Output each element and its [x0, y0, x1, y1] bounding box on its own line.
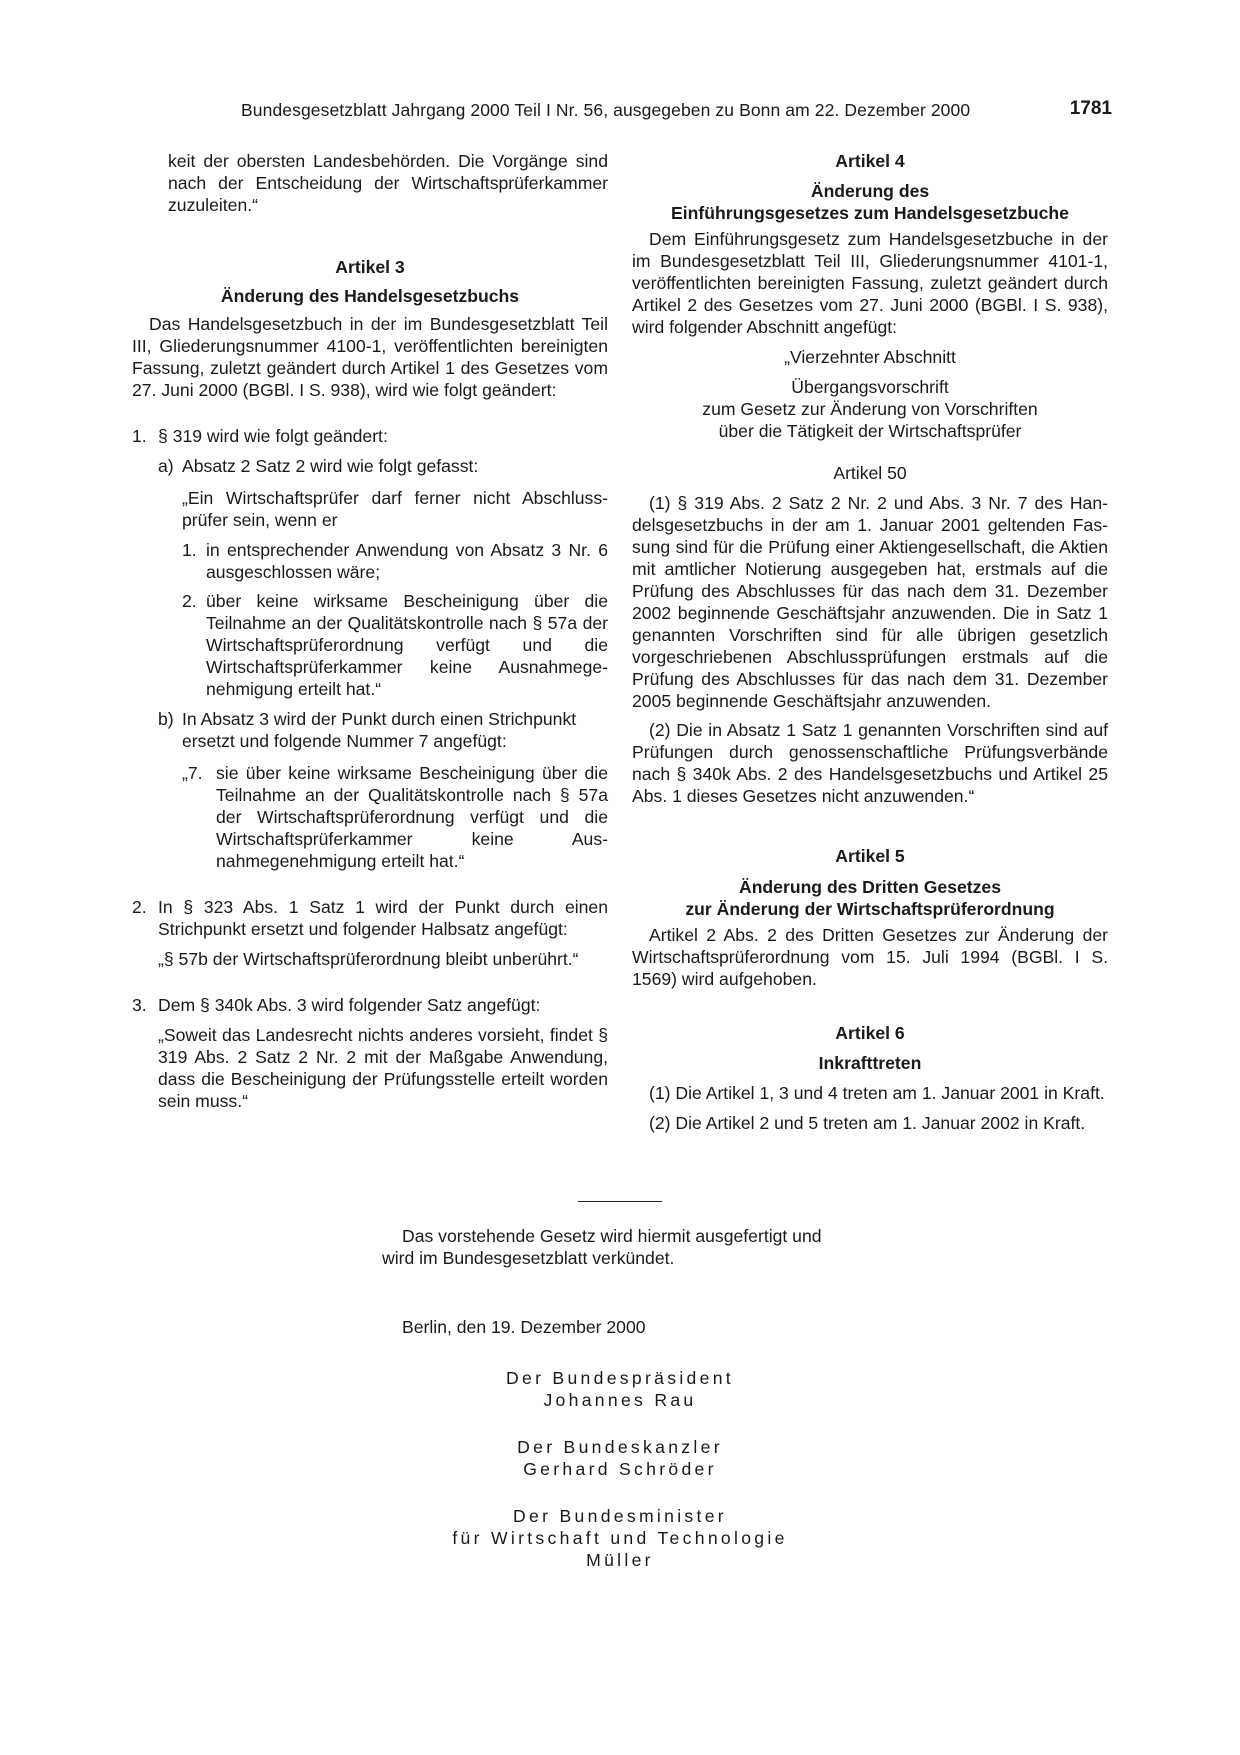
list-number: 2.: [132, 897, 147, 917]
quoted-item-1: [182, 539, 608, 583]
list-item-2: [132, 896, 608, 940]
quote-intro: „Ein Wirtschaftsprüfer darf ferner nicht Abschlussprüfer sein, wenn er: [182, 488, 608, 530]
page-number: 1781: [1069, 98, 1112, 119]
artikel-5-subheading-2: zur Änderung der Wirtschaftsprüferordnung: [685, 899, 1055, 919]
artikel-4-subheading-2: Einführungsgesetzes zum Handelsgesetzbuche: [671, 203, 1069, 223]
list-item-3: [132, 994, 608, 1016]
sub-item-text: Absatz 2 Satz 2 wird wie folgt gefasst:: [182, 456, 479, 476]
artikel-50-heading: Artikel 50: [833, 463, 907, 483]
artikel-6-paragraph-2: (2) Die Artikel 2 und 5 treten am 1. Januar 2002 in Kraft.: [649, 1113, 1086, 1133]
artikel-6-subheading: Inkrafttreten: [818, 1053, 922, 1073]
artikel-4-subheading-1: Änderung des: [810, 181, 930, 201]
list-item-text: Dem § 340k Abs. 3 wird folgender Satz angefügt:: [158, 995, 541, 1015]
signatory-name: Johannes Rau: [543, 1390, 697, 1410]
signatory-role: Der Bundeskanzler: [517, 1437, 723, 1457]
artikel-6-heading: Artikel 6: [835, 1023, 905, 1043]
continuation-text: keit der obersten Landesbehörden. Die Vorgänge sind nach der Entscheidung der Wirtschaftsprüferkammer zuzuleiten.“: [168, 151, 608, 215]
artikel-5-text: Artikel 2 Abs. 2 des Dritten Gesetzes zur Änderung der Wirtschaftsprüferordnung vom 15. Juli 1994 (BGBl. I S. 1569) wird aufgehoben.: [632, 925, 1108, 989]
quoted-text: sie über keine wirksame Bescheinigung über die Teilnahme an der Qualitätskontrolle nach § 57a der Wirtschaftsprüferordnung verfügt und die Wirtschaftsprüferkammer keine Ausnahmegenehmigung erteilt hat.“: [216, 763, 608, 871]
artikel-3-heading: Artikel 3: [335, 257, 405, 277]
promulgation-line-1: Das vorstehende Gesetz wird hiermit ausgefertigt und: [402, 1226, 822, 1246]
signatory-name: Gerhard Schröder: [523, 1459, 717, 1479]
place-and-date: Berlin, den 19. Dezember 2000: [402, 1317, 646, 1337]
list-number: 3.: [132, 995, 147, 1015]
artikel-6-paragraph-1: (1) Die Artikel 1, 3 und 4 treten am 1. Januar 2001 in Kraft.: [649, 1083, 1105, 1103]
signature-block-3: [320, 1505, 920, 1571]
right-column: [632, 150, 1108, 1134]
quoted-number: 1.: [182, 540, 197, 560]
list-item-3-quote: „Soweit das Landesrecht nichts anderes vorsieht, findet § 319 Abs. 2 Satz 2 Nr. 2 mit der Maßgabe Anwendung, dass die Bescheinigung der Prüfungsstelle erteilt worden sein muss.“: [158, 1025, 608, 1111]
sub-item-letter: b): [158, 709, 174, 729]
artikel-3-subheading: Änderung des Handelsgesetzbuchs: [220, 286, 520, 306]
list-item-text: In § 323 Abs. 1 Satz 1 wird der Punkt durch einen Strichpunkt ersetzt und folgender Halbsatz angefügt:: [158, 897, 608, 939]
left-column: [132, 150, 608, 1112]
section-heading: „Vierzehnter Abschnitt: [784, 347, 956, 367]
list-item-text: § 319 wird wie folgt geändert:: [158, 426, 388, 446]
artikel-3-intro: Das Handelsgesetzbuch in der im Bundesgesetzblatt Teil III, Gliederungsnummer 4100-1, veröffentlichten bereinigten Fassung, zuletzt geändert durch Artikel 1 des Gesetzes vom 27. Juni 2000 (BGBl. I S. 938), wird wie folgt geändert:: [132, 314, 608, 400]
artikel-5-subheading-1: Änderung des Dritten Gesetzes: [738, 877, 1001, 897]
signature-block-1: [320, 1367, 920, 1411]
artikel-50-paragraph-1: (1) § 319 Abs. 2 Satz 2 Nr. 2 und Abs. 3 Nr. 7 des Handelsgesetzbuchs in der am 1. Januar 2001 geltenden Fassung sind für die Prüfung einer Aktiengesellschaft, die Aktien mit amtlicher Notierung ausgegeben hat, erstmals auf die Prüfung des Abschlusses für das nach dem 31. Dezember 2002 beginnende Geschäftsjahr anzuwenden. Die in Satz 1 genannten Vorschriften sind für alle übrigen gesetzlich vorgeschriebenen Abschlussprüfungen erstmals auf die Prüfung des Abschlusses für das nach dem 31. Dezember 2005 beginnende Geschäftsjahr anzuwenden.: [632, 493, 1108, 711]
running-header: Bundesgesetzblatt Jahrgang 2000 Teil I Nr. 56, ausgegeben zu Bonn am 22. Dezember 2000: [241, 100, 971, 120]
quoted-item-7: [182, 762, 608, 872]
artikel-4-heading: Artikel 4: [835, 151, 905, 171]
artikel-5-heading: Artikel 5: [835, 846, 905, 866]
artikel-4-intro: Dem Einführungsgesetz zum Handelsgesetzbuche in der im Bundesgesetzblatt Teil III, Gliederungsnummer 4101-1, veröffentlichten bereinigten Fassung, zuletzt geändert durch Artikel 2 des Gesetzes vom 27. Juni 2000 (BGBl. I S. 938), wird folgender Abschnitt angefügt:: [632, 229, 1108, 337]
list-item-1: [132, 425, 608, 447]
list-number: 1.: [132, 426, 147, 446]
signature-block-2: [320, 1436, 920, 1480]
sub-item-letter: a): [158, 456, 174, 476]
signatory-role: Der Bundespräsident: [506, 1368, 734, 1388]
quoted-text: über keine wirksame Bescheinigung über die Teilnahme an der Qualitätskontrolle nach § 57a der Wirtschaftsprüferordnung verfügt und die Wirtschaftsprüferkammer keine Ausnahmegenehmigung erteilt hat.“: [206, 591, 608, 699]
continuation-paragraph: [168, 150, 608, 216]
section-subheading-1: Übergangsvorschrift: [791, 377, 949, 397]
quoted-number: 2.: [182, 591, 197, 611]
artikel-50-paragraph-2: (2) Die in Absatz 1 Satz 1 genannten Vorschriften sind auf Prüfungen durch genossenschaftliche Prüfungsverbände nach § 340k Abs. 2 des Handelsgesetzbuchs und Artikel 25 Abs. 1 dieses Gesetzes nicht anzuwenden.“: [632, 720, 1108, 806]
list-item-2-quote: „§ 57b der Wirtschaftsprüferordnung bleibt unberührt.“: [158, 949, 579, 969]
sub-item-text: In Absatz 3 wird der Punkt durch einen Strichpunkt ersetzt und folgende Nummer 7 angefügt:: [182, 709, 577, 751]
section-divider: [578, 1201, 662, 1202]
signatory-role: Der Bundesminister: [513, 1506, 727, 1526]
signatory-role-line-2: für Wirtschaft und Technologie: [452, 1528, 788, 1548]
section-subheading-2: zum Gesetz zur Änderung von Vorschriften: [702, 399, 1038, 419]
signatory-name: Müller: [586, 1550, 654, 1570]
quoted-text: in entsprechender Anwendung von Absatz 3 Nr. 6 ausgeschlossen wäre;: [206, 540, 608, 582]
sub-item-a: [158, 455, 608, 477]
promulgation-line-2: wird im Bundesgesetzblatt verkündet.: [382, 1248, 675, 1268]
section-subheading-3: über die Tätigkeit der Wirtschaftsprüfer: [718, 421, 1022, 441]
sub-item-b: [158, 708, 608, 752]
quoted-item-2: [182, 590, 608, 700]
quoted-number: „7.: [182, 763, 203, 783]
